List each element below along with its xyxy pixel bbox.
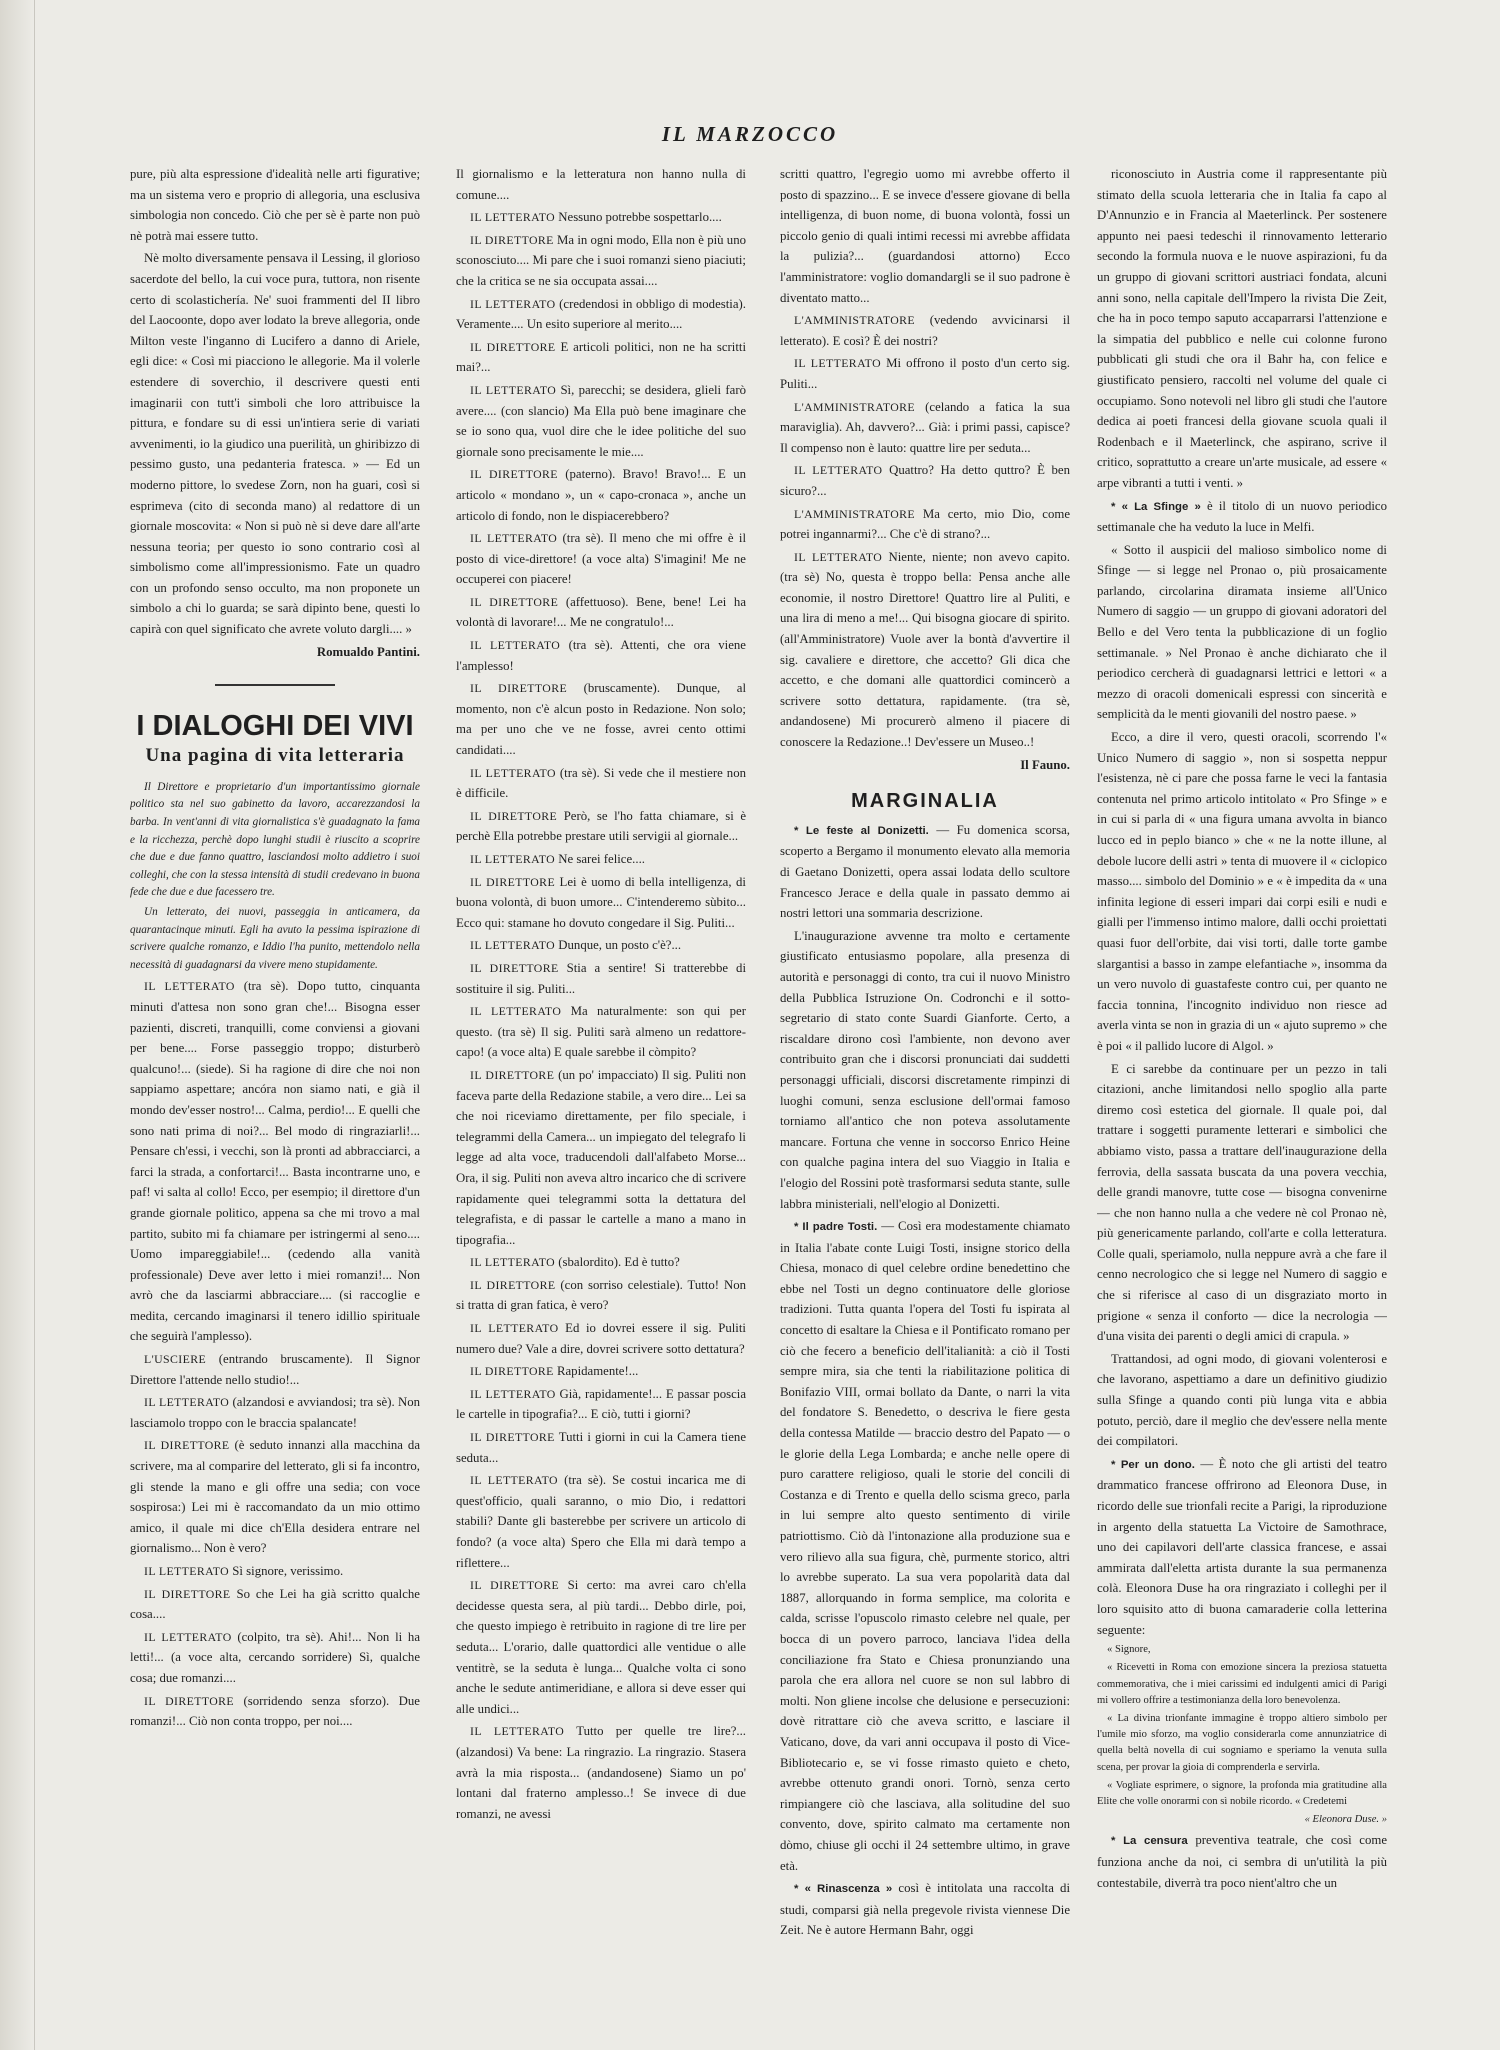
note-text: preventiva teatrale, che così come funziona anche da noi, ci sembra di un'utilità la più contestabile, diverrà tra poco nient'altro che un (1097, 1833, 1387, 1890)
dialog-text: Stia a sentire! Si tratterebbe di sostituire il sig. Puliti... (456, 960, 746, 996)
dialog-text: Ed io dovrei essere il sig. Puliti numero due? Vale a dire, dovrei scrivere sotto dettatura? (456, 1321, 746, 1356)
note-text: Trattandosi, ad ogni modo, di giovani volenterosi e che lavorano, aspettiamo a dare un definitivo giudizio sulla Sfinge a quando conti più lunga vita e abbia potuto, perciò, dare il meglio che dev'essere nella mente dei compilatori. (1097, 1351, 1387, 1449)
note-paragraph (1097, 496, 1387, 538)
note-paragraph (780, 1878, 1070, 1941)
dialog-text: Niente, niente; non avevo capito. (tra sè) No, questa è troppo bella: Pensa anche alle economie, il nostro Direttore! Quattro lire al Puliti, e una lira di meno a me!... Qui bisogna giocare di spirito. (all'Amministratore) Vuole aver la bontà d'avvertire il sig. cavaliere e direttore, che accetto? Gli dica che accetto, e che domani alle quattordici comincerò a scrivere sotto dettatura, rapidamente. (tra sè, andandosene) Mi procurerò almeno il piacere di conoscere la Redazione..! Dev'essere un Museo..! (780, 549, 1070, 750)
speaker: IL DIRETTORE (470, 594, 559, 609)
note-tag: * Le feste al Donizetti. (794, 824, 929, 837)
dialog (456, 164, 746, 1824)
speaker: IL DIRETTORE (144, 1438, 230, 1453)
note-paragraph (1097, 540, 1387, 725)
column-3 (780, 164, 1070, 1964)
notes (1097, 164, 1387, 1640)
dialog-text: Si certo: ma avrei caro ch'ella decidesse questa sera, al più tardi... Debbo dirle, poi, che questo impiego è retribuito in ragione di tre lire per seduta... L'orario, dalle quattordici alle ventidue o alle ventitrè, se la seduta è lunga... Qualche volta ci sono anche le sedute antimeridiane, e allora si deve esser qui alle undici... (456, 1578, 746, 1716)
dialog-text: Ma in ogni modo, Ella non è più uno sconosciuto.... Mi pare che i suoi romanzi sieno piaciuti; che la critica se ne sia occupata assai.... (456, 232, 746, 288)
note-text: — Fu domenica scorsa, scoperto a Bergamo il monumento elevato alla memoria di Gaetano Donizetti, opera assai lodata dello scultore Francesco Jerace e della quale in passato demmo ai nostri lettori una sommaria descrizione. (780, 822, 1070, 921)
dialog-text: (è seduto innanzi alla macchina da scrivere, ma al comparire del letterato, gli si fa incontro, gli stende la mano e gli offre una sedia; con voce sospirosa:) Lei mi è raccomandato da un mio ottimo amico, il quale mi dice ch'Ella desidera entrare nel giornalismo... Non è vero? (130, 1438, 420, 1556)
speaker: L'AMMINISTRATORE (794, 399, 916, 414)
dialog-line (780, 504, 1070, 545)
dialog-line (456, 337, 746, 378)
dialog-line (456, 1470, 746, 1573)
dialog-line (456, 380, 746, 462)
dialog-text: Sì signore, verissimo. (232, 1564, 344, 1578)
dialog-line (456, 464, 746, 526)
dialog-text: (tra sè). Dopo tutto, cinquanta minuti d'attesa non sono gran che!... Bisogna esser pazienti, discreti, tranquilli, come conviensi a giovani per bene.... Forse passeggio troppo; disturberò qualcuno!... (siede). Si ha ragione di dire che noi non sappiamo aspettare; ancóra non siamo nati, e già il mondo dev'esser nostro!... Calma, perdio!... E quelli che sono nati prima di noi?... Bel modo di ringraziarli!... Pensare ch'essi, i vecchi, son là pronti ad abbracciarci, a farci la strada, a confortarci!... Basta incontrarne uno, e paf! vi salta al collo! Ecco, per esempio; il direttore d'un grande giornale politico, appena sa che mi trovo a mal partito, subito mi fa chiamare per istringermi al seno.... Uomo impareggiabile!... (cedendo alla vanità professionale) Deve aver letto i miei romanzi!... Non avrò che da lasciarmi abbracciare.... (si raccoglie e medita, cercando imaginarsi il tenero idillio spirituale che seguirà l'amplesso). (130, 979, 420, 1344)
dialog (780, 164, 1070, 753)
note-paragraph (1097, 1059, 1387, 1347)
note-tag: * La censura (1111, 1835, 1188, 1848)
dialog-line (780, 164, 1070, 308)
dialog-text: (tra sè). Si vede che il mestiere non è difficile. (456, 765, 746, 801)
dialog-line (456, 528, 746, 590)
speaker: L'AMMINISTRATORE (794, 313, 916, 328)
speaker: IL LETTERATO (470, 1386, 556, 1401)
dialog-line (456, 1427, 746, 1468)
dialog-text: Ne sarei felice.... (558, 852, 645, 866)
speaker: IL DIRETTORE (470, 1578, 560, 1593)
speaker: IL DIRETTORE (470, 1430, 555, 1445)
dialog-text: Lei è uomo di bella intelligenza, di buona volontà, di buon umore... C'intenderemo sùbito... Ecco qui: stamane ho dovuto congedare il Sig. Puliti... (456, 874, 746, 930)
speaker: IL LETTERATO (470, 638, 561, 653)
speaker: IL LETTERATO (470, 1473, 558, 1488)
dialog-line (456, 763, 746, 804)
note-text: L'inaugurazione avvenne tra molto e certamente giustificato entusiasmo popolare, alla presenza di autorità e personaggi di conto, tra cui il nuovo Ministro della Pubblica Istruzione On. Codronchi e il sotto-segretario di stato conte Suardi Gianforte. Certo, a riscaldare dirono così l'ambiente, non devono aver contribuito gran che i discorsi pronunciati dai suddetti personaggi ufficiali, discorsi discretamente rimpinzi di luoghi comuni, senza esclusione dell'ormai famoso torniamo all'antico che non poteva assolutamente mancare. Fortuna che venne in soccorso Enrico Heine con qualche pagina intera del suo Viaggio in Italia e l'elogio del Rossini potè trasformarsi seduta stante, sulle labbra ministeriali, nell'elogio al Donizetti. (780, 928, 1070, 1211)
masthead: IL MARZOCCO (661, 122, 839, 146)
dialog-line (456, 164, 746, 205)
intro-paragraph: Un letterato, dei nuovi, passeggia in anticamera, da quarantacinque minuti. Egli ha avuto la pessima ispirazione di scrivere qualche romanzo, e Iddio l'ha punito, mettendolo nella necessità di guadagnarsi da vivere meno stupidamente. (130, 906, 420, 971)
note-paragraph (780, 820, 1070, 924)
dialog-line (456, 1065, 746, 1250)
note-tag: * « La Sfinge » (1111, 500, 1201, 513)
dialog-text: (tra sè). Attenti, che ora viene l'amplesso! (456, 638, 746, 673)
letter (1097, 1642, 1387, 1828)
speaker: IL LETTERATO (794, 356, 881, 371)
dialog-line (780, 397, 1070, 459)
note-tag: * « Rinascenza » (794, 1883, 893, 1896)
article-subtitle: Una pagina di vita letteraria (145, 745, 405, 767)
speaker: IL DIRETTORE (470, 874, 556, 889)
note-paragraph (1097, 164, 1387, 494)
speaker: IL LETTERATO (470, 531, 558, 546)
speaker: IL DIRETTORE (470, 1364, 554, 1379)
speaker: IL LETTERATO (470, 382, 557, 397)
dialog-line (456, 592, 746, 633)
note-paragraph (1097, 727, 1387, 1057)
dialog-text: (entrando bruscamente). Il Signor Direttore l'attende nello studio!... (130, 1352, 420, 1387)
speaker: IL LETTERATO (794, 549, 883, 564)
note-tag: * Per un dono. (1111, 1458, 1195, 1471)
dialog-line (456, 1361, 746, 1382)
dialog-line (456, 1252, 746, 1273)
notes (780, 820, 1070, 1941)
dialog-text: (sorridendo senza sforzo). Due romanzi!... Ciò non conta troppo, per noi.... (130, 1693, 420, 1729)
speaker: IL LETTERATO (470, 1255, 556, 1270)
dialog-line (456, 1275, 746, 1316)
column-2 (456, 164, 746, 1964)
dialog-text: Dunque, un posto c'è?... (558, 938, 682, 953)
dialog-text: Il giornalismo e la letteratura non hanno nulla di comune.... (456, 167, 746, 202)
note-paragraph (780, 1216, 1070, 1876)
section-heading: MARGINALIA (851, 790, 999, 813)
dialog-line (780, 547, 1070, 753)
note-paragraph (780, 926, 1070, 1214)
dialog-line (456, 872, 746, 934)
dialog-line (456, 230, 746, 292)
note-text: « Sotto il auspicii del malioso simbolico nome di Sfinge — si legge nel Pronao o, più prosaicamente parlando, circolarina diramata insieme all'Unico Numero di saggio — un gruppo di giovani adoratori del Bello e del Vero tenta la pubblicazione di un foglio settimanale. » Nel Pronao è anche dichiarato che il periodico cercherà di guadagnarsi lettrici e lettori « a mezzo di oracoli domenicali espressi con sincerità e semplicità da le menti giovanili del nostro paese. » (1097, 542, 1387, 722)
dialog-text: Già, rapidamente!... E passar poscia le cartelle in tipografia?... E ciò, tutti i giorni? (456, 1386, 746, 1422)
note-text: E ci sarebbe da continuare per un pezzo in tali citazioni, anche limitandosi nello spoglio alla parte diremo così estetica del giornale. Il quale poi, dal trattare i soggetti puramente letterari e simbolici che abbiamo visto, passa a trattare dell'inaugurazione della ferrovia, della sassata buscata da una povera vecchia, delle grandi manovre, tutte cose — bisogna convenirne — che non hanno nulla a che vedere nè col Pronao nè, più genericamente parlando, coll'arte e colla letteratura. Colle quali, speriamolo, nulla neppure avrà a che fare il cenno necrologico che si legge nel Numero di saggio e che si riferisce al caso di un disgraziato morto in prigione « senza il conforto — dice la necrologia — d'una visita dei parenti o degli amici di crapula. » (1097, 1061, 1387, 1344)
dialog-text: (tra sè). Se costui incarica me di quest'officio, quali saranno, o mio Dio, i redattori stabili? Dante gli basterebbe per scrivere un articolo di fondo? (a voce alta) Spero che Ella mi darà tempo a riflettere... (456, 1473, 746, 1570)
dialog-line (130, 1349, 420, 1390)
speaker: IL LETTERATO (470, 1724, 565, 1739)
note-text: riconosciuto in Austria come il rappresentante più stimato della scuola letteraria che in Italia fa capo al D'Annunzio e in Francia al Maeterlinck. Per sostenere appunto nei paesi tedeschi il rinnovamento letterario secondo la formula nuova e le nuove aspirazioni, fu da un gruppo di giovani scrittori austriaci fondata, alcuni anni sono, nella capitale dell'Impero la rivista Die Zeit, che ha in poco tempo saputo accaparrarsi l'attenzione e la simpatia del pubblico e nelle cui colonne furono pubblicati gli studi che ora il Bahr ha, con felice e giustificato pensiero, raccolti nel volume del quale ci occupiamo. Sono notevoli nel libro gli studi che l'autore dedica ai poeti francesi della giovane scuola quali il Rodenbach e il Maeterlinck, che aspirano, scrive il critico, soprattutto a creare un'arte musicale, ad essere « arpe vibranti a tutti i venti. » (1097, 167, 1387, 490)
speaker: IL DIRETTORE (144, 1693, 235, 1708)
dialog-text: Quattro? Ha detto quttro? È ben sicuro?... (780, 463, 1070, 498)
note-text: — È noto che gli artisti del teatro drammatico francese offrirono ad Eleonora Duse, in ricordo delle sue trionfali recite a Parigi, la riproduzione in argento della statuetta La Victoire de Samothrace, uno dei capilavori dell'arte classica francese, e assai ammirata dall'eletta artista durante la sua permanenza colà. Eleonora Duse ha ora ringraziato i colleghi per il loro squisito atto di buona camaraderie colla letterina seguente: (1097, 1456, 1387, 1637)
dialog-text: scritti quattro, l'egregio uomo mi avrebbe offerto il posto di spazzino... E se invece d'essere giovane di bella intelligenza, di buon nome, di buona volontà, fossi un piccolo genio di quali intimi recessi mi avrebbe affidata la pulizia?... (guardandosi attorno) Ecco l'amministratore: voglio domandargli se il suo padrone è diventato matto... (780, 167, 1070, 305)
dialog-text: (bruscamente). Dunque, al momento, non c'è alcun posto in Redazione. Non solo; ma per uno che ve ne fosse, avrei cento ottimi candidati.... (456, 681, 746, 758)
column-4 (1097, 164, 1387, 1964)
dialog-line (130, 1627, 420, 1689)
dialog-line (130, 1392, 420, 1433)
paragraph: Nè molto diversamente pensava il Lessing, il glorioso sacerdote del bello, la cui voce pura, tuttora, non risente certo di scolastichería. Ne' suoi frammenti del II libro del Laocoonte, dopo aver lodato la breve allegoria, onde Milton veste l'inganno di Lucifero a danno di Ariele, egli dice: « Così mi piacciono le allegorie. Ma il volerle estendere di soverchio, il descrivere questi enti imaginarii con tutt'i simboli che loro attribuisce la pittura, e fondare su di essi un'intiera serie di variati avvenimenti, io la giudico una puerilità, un ghiribizzo di pessimo gusto, una pedanteria fratesca. » — Ed un moderno pittore, lo svedese Zorn, non ha guari, così si esprimeva (cito di seconda mano) al redattore di un giornale moscovita: « Non si può nè si deve dare all'arte nessuna teoria; per questo io sono contrario così al simbolismo come all'impressionismo. Fate un quadro con un profondo senso occulto, ma non proponete un simbolo a chi lo guarda; se sarà dipinto bene, questi lo capirà con quel significato che avrete voluto dargli.... » (130, 251, 420, 637)
note-text: è il titolo di un nuovo periodico settimanale che ha veduto la luce in Melfi. (1097, 498, 1387, 535)
speaker: IL LETTERATO (470, 765, 556, 780)
dialog-line (780, 460, 1070, 501)
dialog-line (780, 310, 1070, 351)
column-1 (130, 164, 420, 1964)
dialog-text: (colpito, tra sè). Ahi!... Non li ha letti!... (a voce alta, cercando sorridere) Sì, qualche cosa; due romanzi.... (130, 1629, 420, 1685)
dialog-text: (paterno). Bravo! Bravo!... E un articolo « mondano », un « capo-cronaca », anche un articolo di fondo, non le dispiacerebbero? (456, 467, 746, 523)
dialog-text: Nessuno potrebbe sospettarlo.... (558, 210, 722, 225)
note-text: — Così era modestamente chiamato in Italia l'abate conte Luigi Tosti, insigne storico della Chiesa, monaco di quel celebre ordine benedettino che ebbe nel Tosti un degno continuatore delle gloriose tradizioni. Tutta quanta l'opera del Tosti fu ispirata al concetto di esaltare la Chiesa e il Pontificato romano per ciò che fecero a beneficio dell'italianità: a ciò il Tosti sempre mira, sia che tenti la riabilitazione politica di Bonifazio VIII, ormai bollato da Dante, o narri la vita del fondatore S. Benedetto, o descriva le fiere gesta della contessa Matilde — braccio destro del Papato — o le glorie della Lega Lombarda; e anche nelle opere di puro carattere religioso, quali le storie del concili di Costanza e di Trento e quella dello scisma greco, parla in lui sempre alto questo sentimento di virile patriottismo. Ciò dà l'intonazione alla produzione sua e vero rilievo alla sua figura, chè, purmente storico, altri lo avrebbe superato. La sua vera popolarità data dal 1887, allorquando in forma semplice, ma colorita e calda, scrisse l'opuscolo rimasto celebre nel quale, per bocca di un povero parroco, lanciava l'idea della conciliazione fra Stato e Chiesa pronunziando una parola che era allora nel cuore se non sul labbro di molti. Non gliene incolse che delusione e persecuzioni: dovè ritrattare ciò che aveva scritto, e lasciare il Vaticano, dove, da vari anni occupava il posto di Vice-Bibliotecario e, se vi fosse rimasto quieto e cheto, avrebbe ottenuto grandi onori. Tornò, senza certo rimpiangere ciò che lasciava, alla solitudine del suo convento, dove, spirito calmato ma certamente non dòmo, chiuse gli occhi il 24 settembre ultimo, in grave età. (780, 1219, 1070, 1873)
note-text: così è intitolata una raccolta di studi, comparsi già nella pregevole rivista viennese Die Zeit. Ne è autore Hermann Bahr, oggi (780, 1881, 1070, 1938)
speaker: IL LETTERATO (794, 463, 883, 478)
speaker: IL LETTERATO (144, 1564, 230, 1578)
letter-line: « Vogliate esprimere, o signore, la profonda mia gratitudine alla Elite che volle onorarmi con sì nobile ricordo. « Credetemi (1097, 1779, 1387, 1807)
signature: Il Fauno. (1020, 757, 1070, 772)
dialog-text: Sì, parecchi; se desidera, glieli farò avere.... (con slancio) Ma Ella può bene imaginare che se io sono qua, vuol dire che le idee politiche del suo giornale sono precisamente le mie.... (456, 382, 746, 459)
dialog-line (456, 1721, 746, 1824)
dialog-line (456, 1001, 746, 1063)
letter-line: « Ricevetti in Roma con emozione sincera la preziosa statuetta commemorativa, che i miei carissimi ed indulgenti amici di Parigi mi vollero offrire a testimonianza della loro benevolenza. (1097, 1662, 1387, 1706)
dialog-text: (alzandosi e avviandosi; tra sè). Non lasciamolo troppo con le braccia spalancate! (130, 1395, 420, 1430)
speaker: IL DIRETTORE (470, 467, 558, 482)
speaker: IL DIRETTORE (470, 681, 568, 696)
speaker: IL DIRETTORE (470, 232, 554, 247)
speaker: IL DIRETTORE (470, 808, 558, 823)
dialog-text: Mi offrono il posto d'un certo sig. Puliti... (780, 356, 1070, 391)
note-text: Ecco, a dire il vero, questi oracoli, scorrendo l'« Unico Numero di saggio », non si sospetta neppur l'esistenza, nè ci pare che possa farne le veci la fantasia contenuta nel primo articolo intitolato « Pro Sfinge » e in cui si parla di « una figura umana avvolta in bianco lucco ed in peplo bianco » che « ne la notte illune, al debole lucore delli astri » tenta di muovere il « ciclopico masso.... simbolo del Dominio » e « è impedita da « una infinita legione di esseri impari dai corpi esili e nudi e gialli per l'immenso intimo malore, dalli occhi proiettati quasi fuor dell'orbite, dai visi torti, dalle torte gambe slargantisi a basso in zampe elefantiache », insomma da un vero nuvolo di guastafeste contro cui, per quanto ne faccia tonnina, l'incognito individuo non riesce ad averla vinta se non in grazia di un « ajuto supremo » che è poi « il pallido lucore di Algol. » (1097, 730, 1387, 1053)
dialog-line (456, 207, 746, 228)
speaker: IL DIRETTORE (144, 1586, 231, 1601)
speaker: IL DIRETTORE (470, 960, 559, 975)
dialog-text: (con sorriso celestiale). Tutto! Non si tratta di gran fatica, è vero? (456, 1277, 746, 1313)
speaker: IL LETTERATO (470, 296, 556, 311)
dialog-line (130, 1435, 420, 1559)
note-paragraph (1097, 1349, 1387, 1452)
speaker: IL LETTERATO (470, 852, 556, 866)
note-tag: * Il padre Tosti. (794, 1221, 878, 1234)
dialog-text: Rapidamente!... (556, 1364, 639, 1379)
letter-line: « Signore, (1107, 1644, 1151, 1656)
dialog-line (456, 1384, 746, 1425)
speaker: IL LETTERATO (144, 979, 235, 994)
letter-line: « La divina trionfante immagine è troppo altiero simbolo per l'umile mio sforzo, ma voglio considerarla come annunziatrice di quella beltà novella di cui sogniamo e speriamo la venuta sulla scena, per provar la gioia di comprenderla e servirla. (1097, 1712, 1387, 1773)
dialog-line (456, 1318, 746, 1359)
dialog-line (456, 806, 746, 847)
dialog-text: (un po' impacciato) Il sig. Puliti non faceva parte della Redazione stabile, a vero dire... Lei sa che noi riceviamo direttamente, per filo speciale, i telegrammi della Camera... un impiegato del telegrafo li legge ad alta voce, traducendoli dall'alfabeto Morse... Ora, il sig. Puliti non aveva altro incarico che di scrivere rapidamente quei telegrammi sotta la dettatura del telegrafista, e di passar le cartelle a mano a mano in tipografia... (456, 1067, 746, 1247)
dialog-text: So che Lei ha già scritto qualche cosa.... (130, 1586, 420, 1622)
dialog-text: Tutto per quelle tre lire?... (alzandosi) Va bene: La ringrazio. La ringrazio. Stasera avrà la mia risposta... (andandosene) Siamo un po' lontani dal fraterno amplesso..! Se invece di due romanzi, ne avessi (456, 1724, 746, 1821)
speaker: L'USCIERE (144, 1352, 207, 1367)
dialog-text: (tra sè). Il meno che mi offre è il posto di vice-direttore! (a voce alta) S'imagini! Me ne occuperei con piacere! (456, 531, 746, 587)
letter-signature: « Eleonora Duse. » (1304, 1814, 1387, 1826)
dialog-line (456, 935, 746, 956)
dialog-text: (celando a fatica la sua maraviglia). Ah, davvero?... Già: i primi passi, capisce? Il compenso non è lauto: quattre lire per seduta... (780, 399, 1070, 455)
signature: Romualdo Pantini. (316, 644, 420, 659)
speaker: IL LETTERATO (144, 1629, 232, 1644)
dialog-line (456, 849, 746, 870)
dialog-text: (sbalordito). Ed è tutto? (558, 1255, 680, 1270)
binding-edge (0, 0, 35, 2050)
dialog-line (456, 678, 746, 760)
speaker: IL LETTERATO (144, 1395, 230, 1410)
dialog-text: Tutti i giorni in cui la Camera tiene seduta... (456, 1430, 746, 1465)
note-paragraph (1097, 1830, 1387, 1893)
speaker: IL DIRETTORE (470, 1277, 556, 1292)
dialog-line (130, 1561, 420, 1582)
dialog-line (456, 1575, 746, 1719)
dialog-line (130, 1584, 420, 1625)
dialog (130, 976, 420, 1731)
dialog-text: Ma naturalmente: son qui per questo. (tra sè) Il sig. Puliti sarà almeno un redattore-capo! (a voce alta) E quale sarebbe il còmpito? (456, 1004, 746, 1060)
dialog-line (130, 1691, 420, 1732)
speaker: IL DIRETTORE (470, 1067, 555, 1082)
dialog-text: E articoli politici, non ne ha scritti mai?... (456, 339, 746, 375)
speaker: IL LETTERATO (470, 1004, 562, 1019)
dialog-line (456, 635, 746, 676)
speaker: IL DIRETTORE (470, 339, 556, 354)
dialog-line (456, 958, 746, 999)
speaker: L'AMMINISTRATORE (794, 506, 916, 521)
speaker: IL LETTERATO (470, 1321, 559, 1336)
speaker: IL LETTERATO (470, 210, 556, 225)
divider (215, 684, 335, 686)
dialog-line (130, 976, 420, 1347)
intro-paragraph: Il Direttore e proprietario d'un importantissimo giornale politico sta nel suo gabinetto da lavoro, accarezzandosi la barba. In vent'anni di vita giornalistica s'è guadagnato la fama e la ricchezza, perchè dopo lunghi studii è riuscito a scoprire che due e due fanno quattro, lasciandosi molto addietro i suoi colleghi, che con la stessa intensità di studii credevano in buona fede che due e due facessero tre. (130, 780, 420, 899)
dialog-text: (credendosi in obbligo di modestia). Veramente.... Un esito superiore al merito.... (456, 296, 746, 332)
article-title: I DIALOGHI DEI VIVI (136, 710, 414, 743)
paragraph: pure, più alta espressione d'idealità nelle arti figurative; ma un sistema vero e proprio di allegoria, una esclusiva simbologia non concedo. Ciò che per sè è parte non può nè potrà mai essere tutto. (130, 167, 420, 243)
dialog-line (780, 353, 1070, 394)
dialog-text: Però, se l'ho fatta chiamare, si è perchè Ella potrebbe prestare utili servigii al giornale... (456, 808, 746, 844)
note-paragraph (1097, 1454, 1387, 1640)
speaker: IL LETTERATO (470, 938, 556, 953)
dialog-text: (affettuoso). Bene, bene! Lei ha volontà di lavorare!... Me ne congratulo!... (456, 594, 746, 630)
dialog-text: (vedendo avvicinarsi il letterato). E così? È dei nostri? (780, 313, 1070, 348)
dialog-line (456, 294, 746, 335)
dialog-text: Ma certo, mio Dio, come potrei ingannarmi?... Che c'è di strano?... (780, 506, 1070, 542)
